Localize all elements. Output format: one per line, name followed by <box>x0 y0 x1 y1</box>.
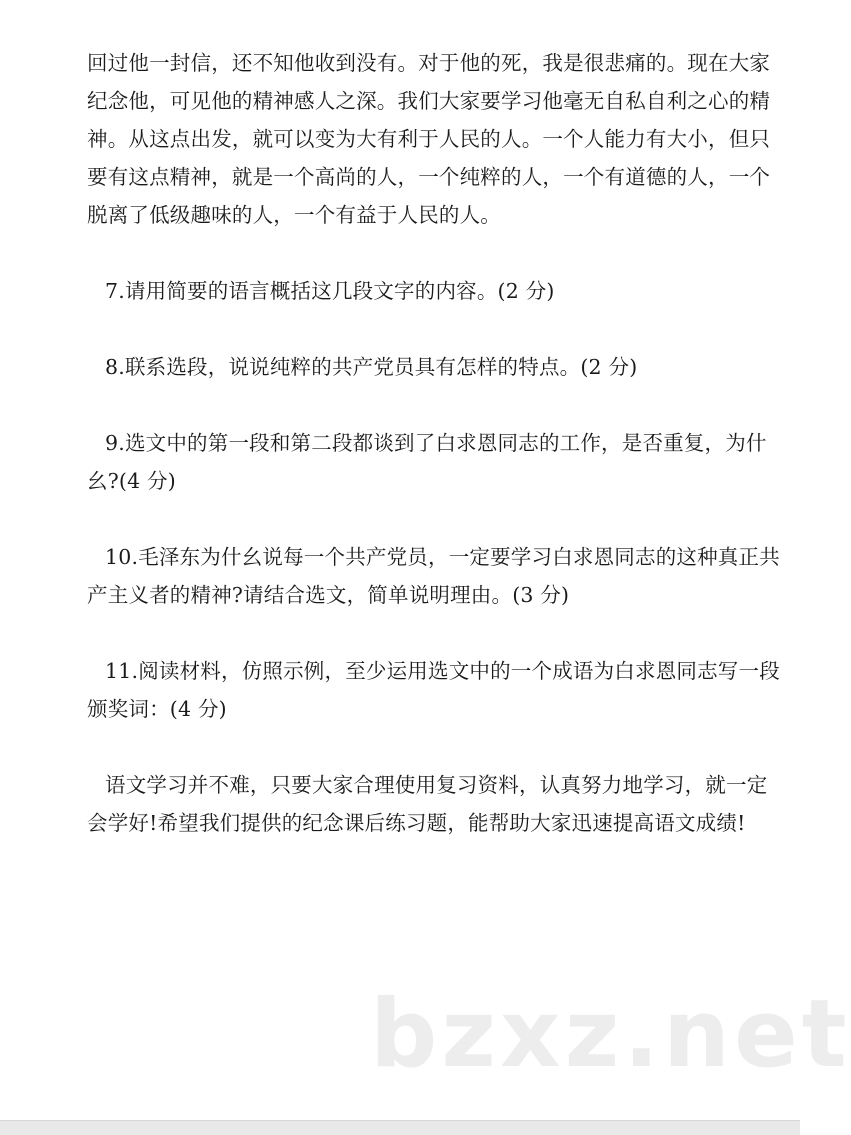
text-line: 回过他一封信，还不知他收到没有。对于他的死，我是很悲痛的。现在大家 <box>87 51 771 75</box>
question-9: 9.选文中的第一段和第二段都谈到了白求恩同志的工作，是否重复，为什 <box>105 431 767 455</box>
closing-line: 会学好!希望我们提供的纪念课后练习题，能帮助大家迅速提高语文成绩! <box>87 811 746 835</box>
document-content <box>87 44 780 842</box>
text-line: 脱离了低级趣味的人，一个有益于人民的人。 <box>87 203 501 227</box>
spacer <box>87 234 727 272</box>
text-line: 要有这点精神，就是一个高尚的人，一个纯粹的人，一个有道德的人，一个 <box>87 165 771 189</box>
question-9-cont: 幺?(4 分) <box>87 469 176 493</box>
spacer <box>87 500 727 538</box>
question-10: 10.毛泽东为什幺说每一个共产党员，一定要学习白求恩同志的这种真正共 <box>105 545 780 569</box>
spacer <box>87 310 727 348</box>
question-7: 7.请用简要的语言概括这几段文字的内容。(2 分) <box>105 279 555 303</box>
watermark-logo: bzxz.net <box>370 980 851 1089</box>
question-11-cont: 颁奖词：(4 分) <box>87 697 227 721</box>
question-10-cont: 产主义者的精神?请结合选文，简单说明理由。(3 分) <box>87 583 570 607</box>
page-bottom-edge <box>0 1120 800 1135</box>
text-line: 神。从这点出发，就可以变为大有利于人民的人。一个人能力有大小，但只 <box>87 127 771 151</box>
spacer <box>87 728 727 766</box>
spacer <box>87 386 727 424</box>
question-11: 11.阅读材料，仿照示例，至少运用选文中的一个成语为白求恩同志写一段 <box>105 659 780 683</box>
spacer <box>87 614 727 652</box>
text-line: 纪念他，可见他的精神感人之深。我们大家要学习他毫无自私自利之心的精 <box>87 89 771 113</box>
closing-line: 语文学习并不难，只要大家合理使用复习资料，认真努力地学习，就一定 <box>105 773 768 797</box>
question-8: 8.联系选段，说说纯粹的共产党员具有怎样的特点。(2 分) <box>105 355 638 379</box>
